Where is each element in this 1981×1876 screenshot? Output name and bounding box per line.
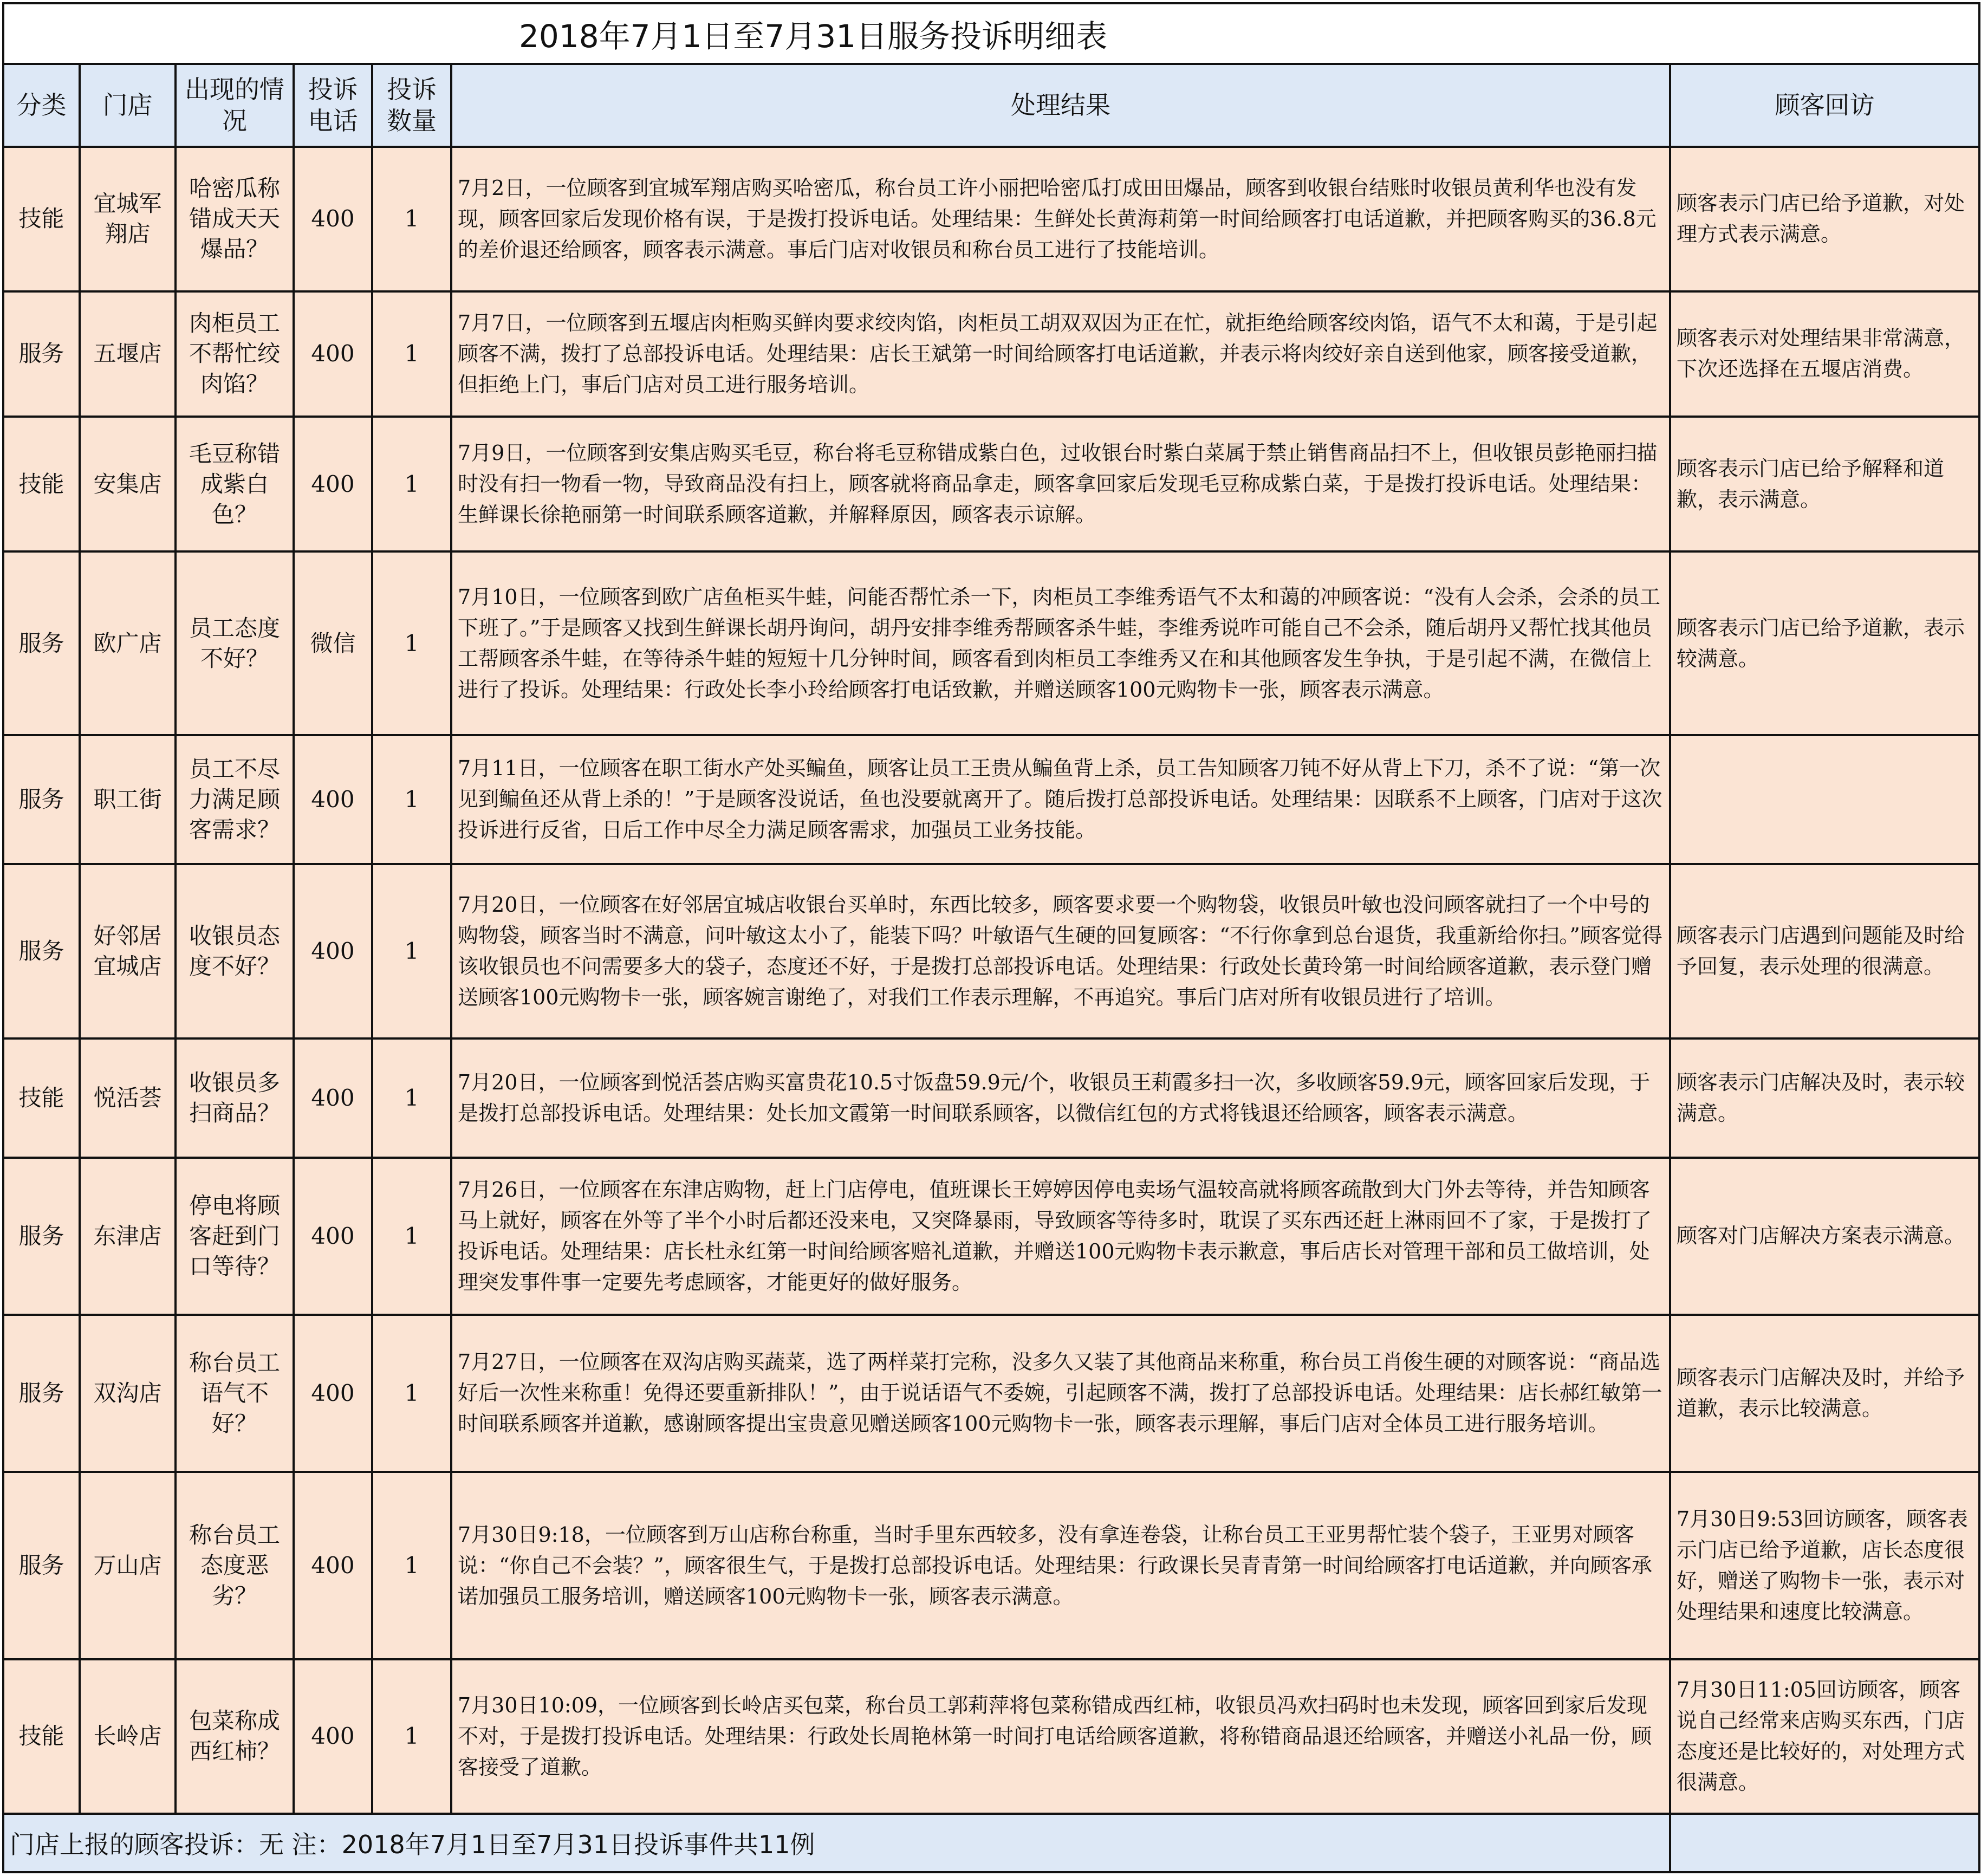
cell-result: 7月20日，一位顾客在好邻居宜城店收银台买单时，东西比较多，顾客要求要一个购物袋，收银员叶敏也没问顾客就扫了一个中号的购物袋，顾客当时不满意，问叶敏这太小了，能装下吗？叶敏语气生硬的回复顾客：“不行你拿到总台退货，我重新给你扫。”顾客觉得该收银员也不问需要多大的袋子，态度还不好，于是拨打总部投诉电话。处理结果：行政处长黄玲第一时间给顾客道歉，表示登门赠送顾客100元购物卡一张，顾客婉言谢绝了，对我们工作表示理解，不再追究。事后门店对所有收银员进行了培训。 [451,864,1670,1039]
cell-result: 7月2日，一位顾客到宜城军翔店购买哈密瓜，称台员工许小丽把哈密瓜打成田田爆品，顾客到收银台结账时收银员黄利华也没有发现，顾客回家后发现价格有误，于是拨打投诉电话。处理结果：生鲜处长黄海莉第一时间给顾客打电话道歉，并把顾客购买的36.8元的差价退还给顾客，顾客表示满意。事后门店对收银员和称台员工进行了技能培训。 [451,147,1670,292]
cell-count: 1 [372,1472,451,1659]
cell-feedback: 顾客表示门店遇到问题能及时给予回复，表示处理的很满意。 [1670,864,1979,1039]
cell-result: 7月11日，一位顾客在职工街水产处买鳊鱼，顾客让员工王贵从鳊鱼背上杀，员工告知顾客刀钝不好从背上下刀，杀不了说：“第一次见到鳊鱼还从背上杀的！”于是顾客没说话，鱼也没要就离开了。随后拨打总部投诉电话。处理结果：因联系不上顾客，门店对于这次投诉进行反省，日后工作中尽全力满足顾客需求，加强员工业务技能。 [451,735,1670,864]
cell-channel: 400 [294,417,372,552]
table-row [3,1158,1979,1315]
header-store: 门店 [80,64,176,146]
cell-situation: 收银员态度不好？ [176,864,294,1039]
table-row [3,1472,1979,1659]
cell-feedback: 顾客表示门店已给予道歉，对处理方式表示满意。 [1670,147,1979,292]
table-title: 2018年7月1日至7月31日服务投诉明细表 [3,3,1979,64]
header-category: 分类 [3,64,80,146]
cell-store: 长岭店 [80,1659,176,1814]
cell-store: 欧广店 [80,551,176,735]
cell-category: 服务 [3,864,80,1039]
table-row [3,1315,1979,1472]
cell-channel: 400 [294,1472,372,1659]
cell-situation: 肉柜员工不帮忙绞肉馅？ [176,291,294,417]
cell-count: 1 [372,864,451,1039]
cell-channel: 400 [294,147,372,292]
cell-result: 7月30日9:18，一位顾客到万山店称台称重，当时手里东西较多，没有拿连卷袋，让称台员工王亚男帮忙装个袋子，王亚男对顾客说：“你自己不会装？”，顾客很生气，于是拨打总部投诉电话。处理结果：行政课长吴青青第一时间给顾客打电话道歉，并向顾客承诺加强员工服务培训，赠送顾客100元购物卡一张，顾客表示满意。 [451,1472,1670,1659]
cell-channel: 400 [294,735,372,864]
cell-feedback: 顾客表示门店已给予解释和道歉，表示满意。 [1670,417,1979,552]
cell-channel: 微信 [294,551,372,735]
cell-result: 7月27日，一位顾客在双沟店购买蔬菜，选了两样菜打完称，没多久又装了其他商品来称重，称台员工肖俊生硬的对顾客说：“商品选好后一次性来称重！免得还要重新排队！”，由于说话语气不委婉，引起顾客不满，拨打了总部投诉电话。处理结果：店长郝红敏第一时间联系顾客并道歉，感谢顾客提出宝贵意见赠送顾客100元购物卡一张，顾客表示理解，事后门店对全体员工进行服务培训。 [451,1315,1670,1472]
footer-empty-cell [1670,1814,1979,1872]
cell-count: 1 [372,735,451,864]
cell-category: 服务 [3,735,80,864]
cell-category: 技能 [3,1659,80,1814]
cell-count: 1 [372,1158,451,1315]
cell-situation: 哈密瓜称错成天天爆品？ [176,147,294,292]
cell-result: 7月26日，一位顾客在东津店购物，赶上门店停电，值班课长王婷婷因停电卖场气温较高就将顾客疏散到大门外去等待，并告知顾客马上就好，顾客在外等了半个小时后都还没来电，又突降暴雨，导致顾客等待多时，耽误了买东西还赶上淋雨回不了家，于是拨打了投诉电话。处理结果：店长杜永红第一时间给顾客赔礼道歉，并赠送100元购物卡表示歉意，事后店长对管理干部和员工做培训，处理突发事件事一定要先考虑顾客，才能更好的做好服务。 [451,1158,1670,1315]
table-row [3,417,1979,552]
cell-count: 1 [372,147,451,292]
cell-count: 1 [372,1315,451,1472]
cell-result: 7月7日，一位顾客到五堰店肉柜购买鲜肉要求绞肉馅，肉柜员工胡双双因为正在忙，就拒绝给顾客绞肉馅，语气不太和蔼，于是引起顾客不满，拨打了总部投诉电话。处理结果：店长王斌第一时间给顾客打电话道歉，并表示将肉绞好亲自送到他家，顾客接受道歉，但拒绝上门，事后门店对员工进行服务培训。 [451,291,1670,417]
cell-count: 1 [372,551,451,735]
cell-situation: 员工态度不好？ [176,551,294,735]
cell-result: 7月20日，一位顾客到悦活荟店购买富贵花10.5寸饭盘59.9元/个，收银员王莉霞多扫一次，多收顾客59.9元，顾客回家后发现，于是拨打总部投诉电话。处理结果：处长加文霞第一时间联系顾客，以微信红包的方式将钱退还给顾客，顾客表示满意。 [451,1038,1670,1158]
footer-note: 门店上报的顾客投诉：无 注：2018年7月1日至7月31日投诉事件共11例 [3,1814,1670,1872]
table-row [3,1659,1979,1814]
cell-category: 技能 [3,1038,80,1158]
cell-store: 悦活荟 [80,1038,176,1158]
cell-situation: 称台员工语气不好？ [176,1315,294,1472]
cell-store: 宜城军翔店 [80,147,176,292]
cell-count: 1 [372,417,451,552]
table-row [3,735,1979,864]
cell-store: 东津店 [80,1158,176,1315]
cell-store: 双沟店 [80,1315,176,1472]
header-feedback: 顾客回访 [1670,64,1979,146]
cell-situation: 员工不尽力满足顾客需求？ [176,735,294,864]
cell-feedback: 顾客表示门店解决及时，并给予道歉，表示比较满意。 [1670,1315,1979,1472]
table-row [3,147,1979,292]
cell-feedback: 顾客表示对处理结果非常满意，下次还选择在五堰店消费。 [1670,291,1979,417]
cell-count: 1 [372,291,451,417]
cell-category: 服务 [3,1472,80,1659]
table-row [3,291,1979,417]
cell-channel: 400 [294,291,372,417]
cell-feedback: 7月30日9:53回访顾客，顾客表示门店已给予道歉，店长态度很好，赠送了购物卡一张，表示对处理结果和速度比较满意。 [1670,1472,1979,1659]
cell-situation: 称台员工态度恶劣？ [176,1472,294,1659]
cell-store: 职工街 [80,735,176,864]
cell-category: 服务 [3,1158,80,1315]
cell-channel: 400 [294,1038,372,1158]
cell-channel: 400 [294,1315,372,1472]
table-row [3,864,1979,1039]
cell-category: 技能 [3,417,80,552]
cell-result: 7月9日，一位顾客到安集店购买毛豆，称台将毛豆称错成紫白色，过收银台时紫白菜属于禁止销售商品扫不上，但收银员彭艳丽扫描时没有扫一物看一物，导致商品没有扫上，顾客就将商品拿走，顾客拿回家后发现毛豆称成紫白菜，于是拨打投诉电话。处理结果：生鲜课长徐艳丽第一时间联系顾客道歉，并解释原因，顾客表示谅解。 [451,417,1670,552]
cell-situation: 包菜称成西红柿？ [176,1659,294,1814]
cell-count: 1 [372,1038,451,1158]
complaint-table [2,2,1980,1873]
cell-category: 技能 [3,147,80,292]
table-row [3,551,1979,735]
cell-category: 服务 [3,291,80,417]
footer-row [3,1814,1979,1872]
header-row [3,64,1979,146]
cell-feedback: 7月30日11:05回访顾客，顾客说自己经常来店购买东西，门店态度还是比较好的，对处理方式很满意。 [1670,1659,1979,1814]
cell-store: 安集店 [80,417,176,552]
cell-store: 万山店 [80,1472,176,1659]
cell-situation: 毛豆称错成紫白色？ [176,417,294,552]
cell-count: 1 [372,1659,451,1814]
cell-situation: 收银员多扫商品？ [176,1038,294,1158]
cell-feedback [1670,735,1979,864]
cell-category: 服务 [3,551,80,735]
cell-feedback: 顾客对门店解决方案表示满意。 [1670,1158,1979,1315]
cell-channel: 400 [294,1659,372,1814]
header-result: 处理结果 [451,64,1670,146]
cell-result: 7月10日，一位顾客到欧广店鱼柜买牛蛙，问能否帮忙杀一下，肉柜员工李维秀语气不太和蔼的冲顾客说：“没有人会杀，会杀的员工下班了。”于是顾客又找到生鲜课长胡丹询问，胡丹安排李维秀帮顾客杀牛蛙，李维秀说咋可能自己不会杀，随后胡丹又帮忙找其他员工帮顾客杀牛蛙，在等待杀牛蛙的短短十几分钟时间，顾客看到肉柜员工李维秀又在和其他顾客发生争执，于是引起不满，在微信上进行了投诉。处理结果：行政处长李小玲给顾客打电话致歉，并赠送顾客100元购物卡一张，顾客表示满意。 [451,551,1670,735]
cell-store: 好邻居宜城店 [80,864,176,1039]
header-situation: 出现的情况 [176,64,294,146]
cell-result: 7月30日10:09，一位顾客到长岭店买包菜，称台员工郭莉萍将包菜称错成西红柿，收银员冯欢扫码时也未发现，顾客回到家后发现不对，于是拨打投诉电话。处理结果：行政处长周艳林第一时间打电话给顾客道歉，将称错商品退还给顾客，并赠送小礼品一份，顾客接受了道歉。 [451,1659,1670,1814]
cell-feedback: 顾客表示门店已给予道歉，表示较满意。 [1670,551,1979,735]
cell-channel: 400 [294,864,372,1039]
cell-category: 服务 [3,1315,80,1472]
header-count: 投诉数量 [372,64,451,146]
table-row [3,1038,1979,1158]
cell-channel: 400 [294,1158,372,1315]
header-channel: 投诉电话 [294,64,372,146]
cell-store: 五堰店 [80,291,176,417]
cell-feedback: 顾客表示门店解决及时，表示较满意。 [1670,1038,1979,1158]
cell-situation: 停电将顾客赶到门口等待？ [176,1158,294,1315]
